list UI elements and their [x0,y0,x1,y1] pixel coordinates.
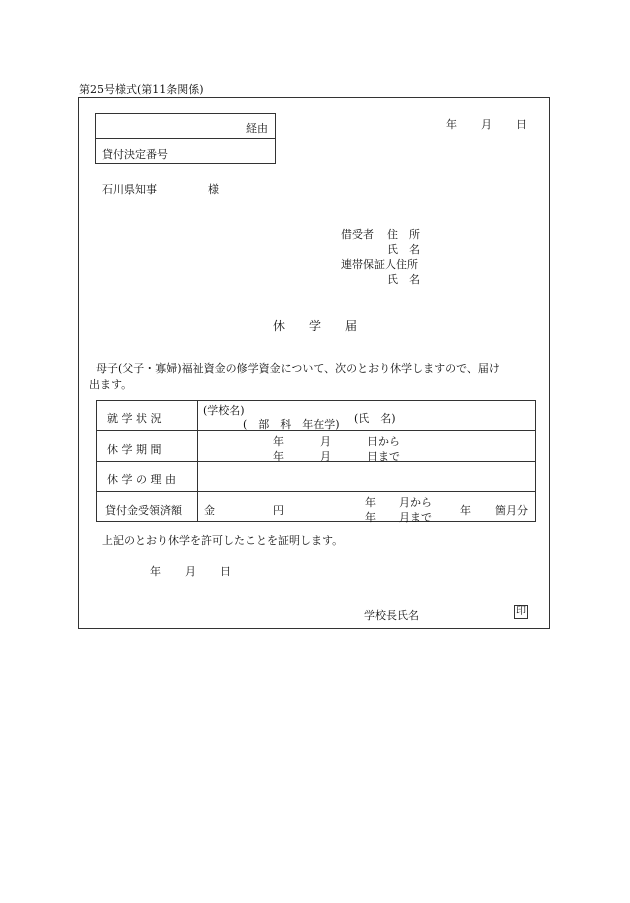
intro-text-line1: 母子(父子・寡婦)福祉資金の修学資金について、次のとおり休学しますので、届け [96,362,500,375]
date-day: 日 [516,118,527,131]
received-from-month: 月から [399,496,432,509]
amount-prefix: 金 [204,504,215,517]
routing-via-row [96,114,275,139]
leave-reason-label: 休 学 の 理 由 [107,473,176,486]
leave-reason-row [96,461,536,491]
received-amount-label: 貸付金受領済額 [105,504,182,517]
borrower-address-label: 住 所 [387,228,420,241]
cert-date-year: 年 [150,565,161,578]
cert-date-month: 月 [185,565,196,578]
row-divider [197,401,198,430]
leave-period-row [96,430,536,461]
guarantor-address-label: 連帯保証人住所 [341,258,418,271]
period-to-day: 日まで [367,450,400,463]
routing-via-label: 経由 [246,122,268,135]
addressee-name: 石川県知事 [102,183,157,196]
addressee-honorific: 様 [208,183,219,196]
borrower-label: 借受者 [341,228,374,241]
school-name-label: (学校名) [203,404,245,417]
received-amount-row [96,491,536,522]
period-from-year: 年 [273,435,284,448]
leave-period-label: 休 学 期 間 [107,443,162,456]
seal-mark: 印 [516,606,526,617]
document-title: 休 学 届 [272,319,357,333]
form-number: 第25号様式(第11条関係) [79,83,204,96]
period-to-year: 年 [273,450,284,463]
enrollment-status-row [96,400,536,430]
guarantor-name-label: 氏 名 [387,273,420,286]
received-to-year: 年 [365,511,376,524]
enrollment-status-label: 就 学 状 況 [107,412,162,425]
intro-text-line2: 出ます。 [89,378,133,391]
cert-date-day: 日 [220,565,231,578]
date-month: 月 [481,118,492,131]
routing-box [95,113,276,164]
months-year: 年 [460,504,471,517]
borrower-name-label: 氏 名 [387,243,420,256]
months-count: 箇月分 [495,504,528,517]
row-divider [197,492,198,521]
period-from-month: 月 [320,435,331,448]
received-to-month: 月まで [399,511,432,524]
row-divider [197,462,198,491]
student-name-label: (氏 名) [354,412,396,425]
amount-yen: 円 [273,504,284,517]
received-from-year: 年 [365,496,376,509]
period-to-month: 月 [320,450,331,463]
department-year-label: ( 部 科 年在学) [243,418,340,431]
certification-text: 上記のとおり休学を許可したことを証明します。 [102,534,344,547]
period-from-day: 日から [367,435,400,448]
row-divider [197,431,198,461]
principal-name-label: 学校長氏名 [364,609,419,622]
date-year: 年 [446,118,457,131]
loan-decision-label: 貸付決定番号 [102,148,168,161]
